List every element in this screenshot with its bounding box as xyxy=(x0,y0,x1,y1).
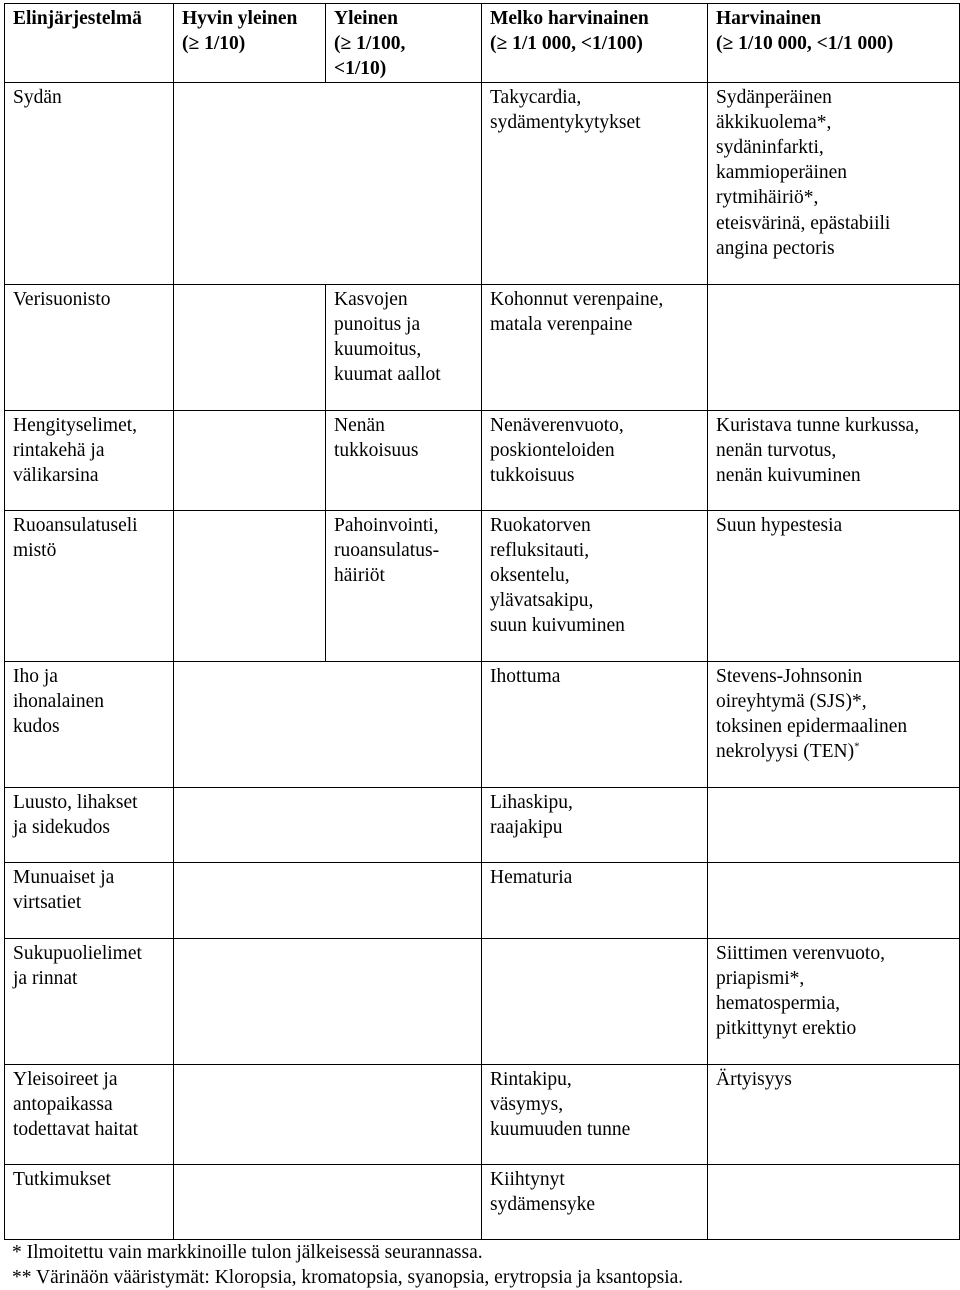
cell-rare: Suun hypestesia xyxy=(708,510,960,661)
cell-uncommon: Takycardia, sydämentykytykset xyxy=(482,82,708,284)
cell-rare: Siittimen verenvuoto, priapismi*, hematospermia, pitkittynyt erektio xyxy=(708,938,960,1064)
cell-very-common xyxy=(174,410,326,510)
cell-uncommon: Ruokatorven refluksitauti, oksentelu, ylävatsakipu, suun kuivuminen xyxy=(482,510,708,661)
table-row xyxy=(5,510,960,661)
cell-uncommon: Lihaskipu, raajakipu xyxy=(482,787,708,862)
header-very-common: Hyvin yleinen (≥ 1/10) xyxy=(174,4,326,83)
cell-rare xyxy=(708,787,960,862)
cell-rare: Kuristava tunne kurkussa, nenän turvotus, nenän kuivuminen xyxy=(708,410,960,510)
table-row xyxy=(5,661,960,787)
cell-empty xyxy=(174,1064,482,1164)
table-row xyxy=(5,938,960,1064)
cell-common: Kasvojen punoitus ja kuumoitus, kuumat aallot xyxy=(326,284,482,410)
header-uncommon: Melko harvinainen (≥ 1/1 000, <1/100) xyxy=(482,4,708,83)
cell-very-common xyxy=(174,284,326,410)
header-row xyxy=(5,4,960,83)
adverse-effects-table xyxy=(4,3,960,1240)
cell-empty xyxy=(174,862,482,938)
header-organ-system: Elinjärjestelmä xyxy=(5,4,174,83)
row-organ-vascular: Verisuonisto xyxy=(5,284,174,410)
cell-uncommon: Ihottuma xyxy=(482,661,708,787)
cell-uncommon: Hematuria xyxy=(482,862,708,938)
header-rare: Harvinainen (≥ 1/10 000, <1/1 000) xyxy=(708,4,960,83)
row-organ-skin: Iho ja ihonalainen kudos xyxy=(5,661,174,787)
cell-empty xyxy=(174,938,482,1064)
cell-rare xyxy=(708,661,960,787)
table-row xyxy=(5,1164,960,1239)
cell-uncommon: Kohonnut verenpaine, matala verenpaine xyxy=(482,284,708,410)
cell-rare xyxy=(708,284,960,410)
cell-empty xyxy=(174,82,482,284)
table-row xyxy=(5,82,960,284)
footnote-postmarketing: * Ilmoitettu vain markkinoille tulon jälkeisessä seurannassa. xyxy=(12,1242,483,1263)
header-common: Yleinen (≥ 1/100, <1/10) xyxy=(326,4,482,83)
table-row xyxy=(5,410,960,510)
cell-uncommon xyxy=(482,938,708,1064)
table-row xyxy=(5,862,960,938)
cell-rare-text: Stevens-Johnsonin oireyhtymä (SJS)*, toksinen epidermaalinen nekrolyysi (TEN) xyxy=(716,665,908,763)
row-organ-musculoskeletal: Luusto, lihakset ja sidekudos xyxy=(5,787,174,862)
cell-empty xyxy=(174,1164,482,1239)
table-row xyxy=(5,787,960,862)
cell-empty xyxy=(174,661,482,787)
cell-common: Nenän tukkoisuus xyxy=(326,410,482,510)
cell-rare: Sydänperäinen äkkikuolema*, sydäninfarkti, kammioperäinen rytmihäiriö*, eteisvärinä, epästabiili angina pectoris xyxy=(708,82,960,284)
cell-uncommon: Kiihtynyt sydämensyke xyxy=(482,1164,708,1239)
row-organ-reproductive: Sukupuolielimet ja rinnat xyxy=(5,938,174,1064)
footnote-marker: * xyxy=(854,740,860,753)
table-row xyxy=(5,1064,960,1164)
row-organ-heart: Sydän xyxy=(5,82,174,284)
footnotes xyxy=(12,1240,683,1290)
row-organ-general: Yleisoireet ja antopaikassa todettavat haitat xyxy=(5,1064,174,1164)
cell-very-common xyxy=(174,510,326,661)
cell-rare xyxy=(708,862,960,938)
cell-rare: Ärtyisyys xyxy=(708,1064,960,1164)
cell-empty xyxy=(174,787,482,862)
row-organ-respiratory: Hengityselimet, rintakehä ja välikarsina xyxy=(5,410,174,510)
row-organ-investigations: Tutkimukset xyxy=(5,1164,174,1239)
row-organ-gastrointestinal: Ruoansulatuseli mistö xyxy=(5,510,174,661)
cell-rare xyxy=(708,1164,960,1239)
footnote-color-vision: ** Värinäön vääristymät: Kloropsia, kromatopsia, syanopsia, erytropsia ja ksantopsia. xyxy=(12,1267,684,1288)
row-organ-renal: Munuaiset ja virtsatiet xyxy=(5,862,174,938)
table-row xyxy=(5,284,960,410)
cell-uncommon: Rintakipu, väsymys, kuumuuden tunne xyxy=(482,1064,708,1164)
cell-uncommon: Nenäverenvuoto, poskionteloiden tukkoisuus xyxy=(482,410,708,510)
cell-common: Pahoinvointi, ruoansulatus- häiriöt xyxy=(326,510,482,661)
